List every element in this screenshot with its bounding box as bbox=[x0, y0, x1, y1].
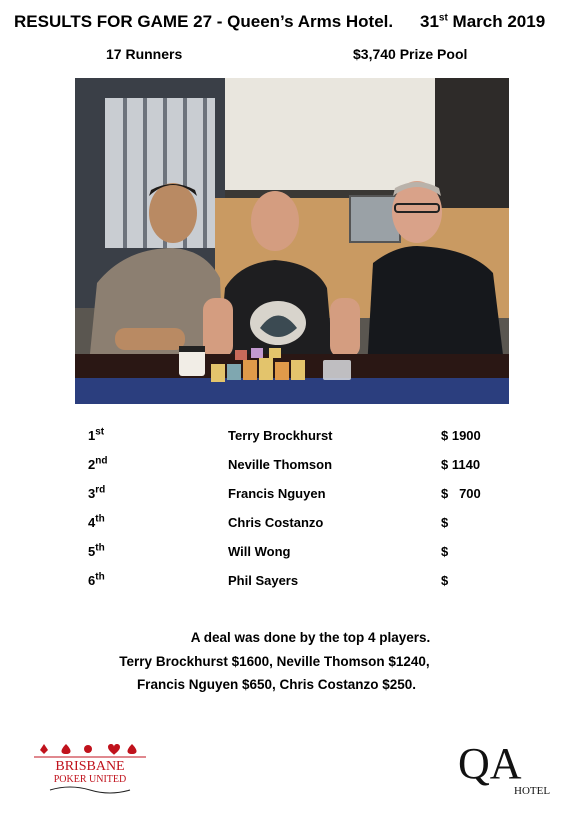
heart-suit-icon bbox=[108, 744, 120, 755]
result-row bbox=[0, 457, 581, 477]
winners-photo-illustration bbox=[75, 78, 509, 404]
result-place: 4th bbox=[88, 513, 105, 530]
result-place: 3rd bbox=[88, 484, 106, 501]
result-place: 1st bbox=[88, 426, 105, 443]
deal-note-line: Terry Brockhurst $1600, Neville Thomson $1240, bbox=[119, 654, 430, 669]
result-prize: $ 700 bbox=[441, 486, 481, 501]
result-place: 5th bbox=[88, 542, 105, 559]
qa-logo-word: HOTEL bbox=[514, 785, 551, 797]
title-date: 31st March 2019 bbox=[420, 12, 546, 31]
result-player: Will Wong bbox=[228, 544, 291, 559]
result-prize: $ bbox=[441, 515, 449, 530]
qa-logo-graphic bbox=[456, 736, 556, 798]
brisbane-poker-united-logo bbox=[30, 740, 150, 796]
spade-suit-icon bbox=[62, 744, 71, 754]
result-player: Phil Sayers bbox=[228, 573, 299, 588]
qa-hotel-logo bbox=[456, 736, 556, 798]
title-game-venue: RESULTS FOR GAME 27 - Queen’s Arms Hotel. bbox=[14, 12, 394, 31]
runners-count: 17 Runners bbox=[106, 46, 183, 62]
result-player: Terry Brockhurst bbox=[228, 428, 333, 443]
bpu-logo-word-1: BRISBANE bbox=[55, 759, 125, 774]
result-row bbox=[0, 428, 581, 448]
result-player: Neville Thomson bbox=[228, 457, 333, 472]
result-place: 2nd bbox=[88, 455, 108, 472]
bpu-logo-word-2: POKER UNITED bbox=[53, 774, 127, 785]
prize-pool: $3,740 Prize Pool bbox=[353, 46, 468, 62]
deal-note-line: Francis Nguyen $650, Chris Costanzo $250. bbox=[136, 677, 417, 692]
diamond-suit-icon bbox=[40, 744, 48, 754]
result-row bbox=[0, 573, 581, 593]
page-title bbox=[0, 8, 581, 34]
winners-photo bbox=[75, 78, 509, 404]
result-prize: $ 1900 bbox=[441, 428, 481, 443]
result-prize: $ bbox=[441, 544, 449, 559]
deal-note-heading: A deal was done by the top 4 players. bbox=[190, 630, 431, 645]
result-prize: $ 1140 bbox=[441, 457, 481, 472]
bpu-logo-graphic bbox=[30, 740, 150, 796]
result-prize: $ bbox=[441, 573, 449, 588]
spade-suit-icon bbox=[128, 744, 137, 754]
result-row bbox=[0, 544, 581, 564]
result-place: 6th bbox=[88, 571, 105, 588]
qa-logo-mark: QA bbox=[458, 739, 522, 788]
result-row bbox=[0, 486, 581, 506]
result-player: Francis Nguyen bbox=[228, 486, 326, 501]
club-suit-icon bbox=[84, 745, 92, 753]
result-row bbox=[0, 515, 581, 535]
result-player: Chris Costanzo bbox=[228, 515, 324, 530]
